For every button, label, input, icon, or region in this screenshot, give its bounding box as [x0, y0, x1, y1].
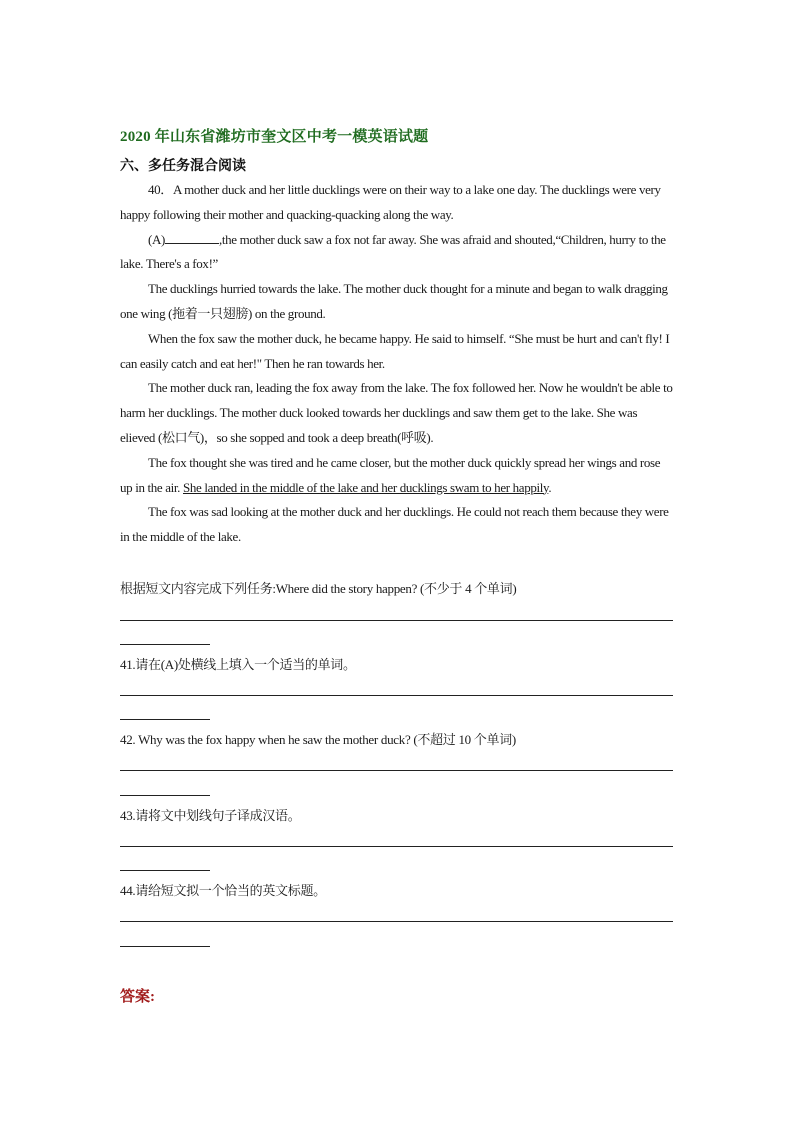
answer-line-42[interactable]: [120, 770, 673, 771]
passage-paragraph-1: 40．A mother duck and her little ducklings were on their way to a lake one day. The ducklings were very happy following their mother and quacking-quacking along the way.: [120, 182, 661, 222]
question-40: 根据短文内容完成下列任务:Where did the story happen? (不少于 4 个单词): [120, 581, 517, 596]
section-heading: 六、多任务混合阅读: [120, 159, 246, 174]
answer-line-40-short[interactable]: [120, 644, 210, 645]
blank-a-label: (A): [148, 231, 165, 247]
passage-paragraph-5: The mother duck ran, leading the fox away from the lake. The fox followed her. Now he wouldn't be able to harm her ducklings. The mother duck looked towards her ducklings and saw them get to the lake. She was elieved (松口气)，so she sopped and took a deep breath(呼吸).: [120, 380, 673, 445]
answer-line-43-short[interactable]: [120, 870, 210, 871]
passage-paragraph-6-text: The fox thought she was tired and he came closer, but the mother duck quickly spread her wings and rose up in the air.: [120, 454, 661, 495]
answer-line-42-short[interactable]: [120, 795, 210, 796]
reading-passage: [120, 178, 673, 550]
passage-paragraph-6: [120, 451, 673, 501]
document-title: 2020 年山东省潍坊市奎文区中考一模英语试题: [120, 129, 429, 145]
passage-paragraph-7: The fox was sad looking at the mother duck and her ducklings. He could not reach them because they were in the middle of the lake.: [120, 504, 669, 545]
answer-line-41-short[interactable]: [120, 719, 210, 720]
question-42: 42. Why was the fox happy when he saw the mother duck? (不超过 10 个单词): [120, 732, 516, 747]
passage-paragraph-3: The ducklings hurried towards the lake. The mother duck thought for a minute and began to walk dragging one wing (拖着一只翅膀) on the ground.: [120, 281, 668, 321]
answer-label: 答案:: [120, 989, 155, 1005]
question-44: 44.请给短文拟一个恰当的英文标题。: [120, 883, 326, 898]
passage-paragraph-4: When the fox saw the mother duck, he became happy. He said to himself. “She must be hurt and can't fly! I can easily catch and eat her!" Then he ran towards her.: [120, 330, 670, 371]
blank-a-line: [165, 230, 219, 244]
underlined-sentence: She landed in the middle of the lake and her ducklings swam to her happily: [183, 479, 549, 495]
answer-line-40[interactable]: [120, 620, 673, 621]
question-43: 43.请将文中划线句子译成汉语。: [120, 808, 301, 823]
answer-line-44-short[interactable]: [120, 946, 210, 947]
passage-paragraph-2-text: ,the mother duck saw a fox not far away. She was afraid and shouted,“Children, hurry to the lake. There's a fox!”: [120, 231, 666, 272]
passage-paragraph-2: [120, 228, 673, 278]
answer-line-43[interactable]: [120, 846, 673, 847]
answer-line-44[interactable]: [120, 921, 673, 922]
answer-line-41[interactable]: [120, 695, 673, 696]
question-41: 41.请在(A)处横线上填入一个适当的单词。: [120, 657, 356, 672]
passage-paragraph-6-end: .: [548, 479, 552, 495]
